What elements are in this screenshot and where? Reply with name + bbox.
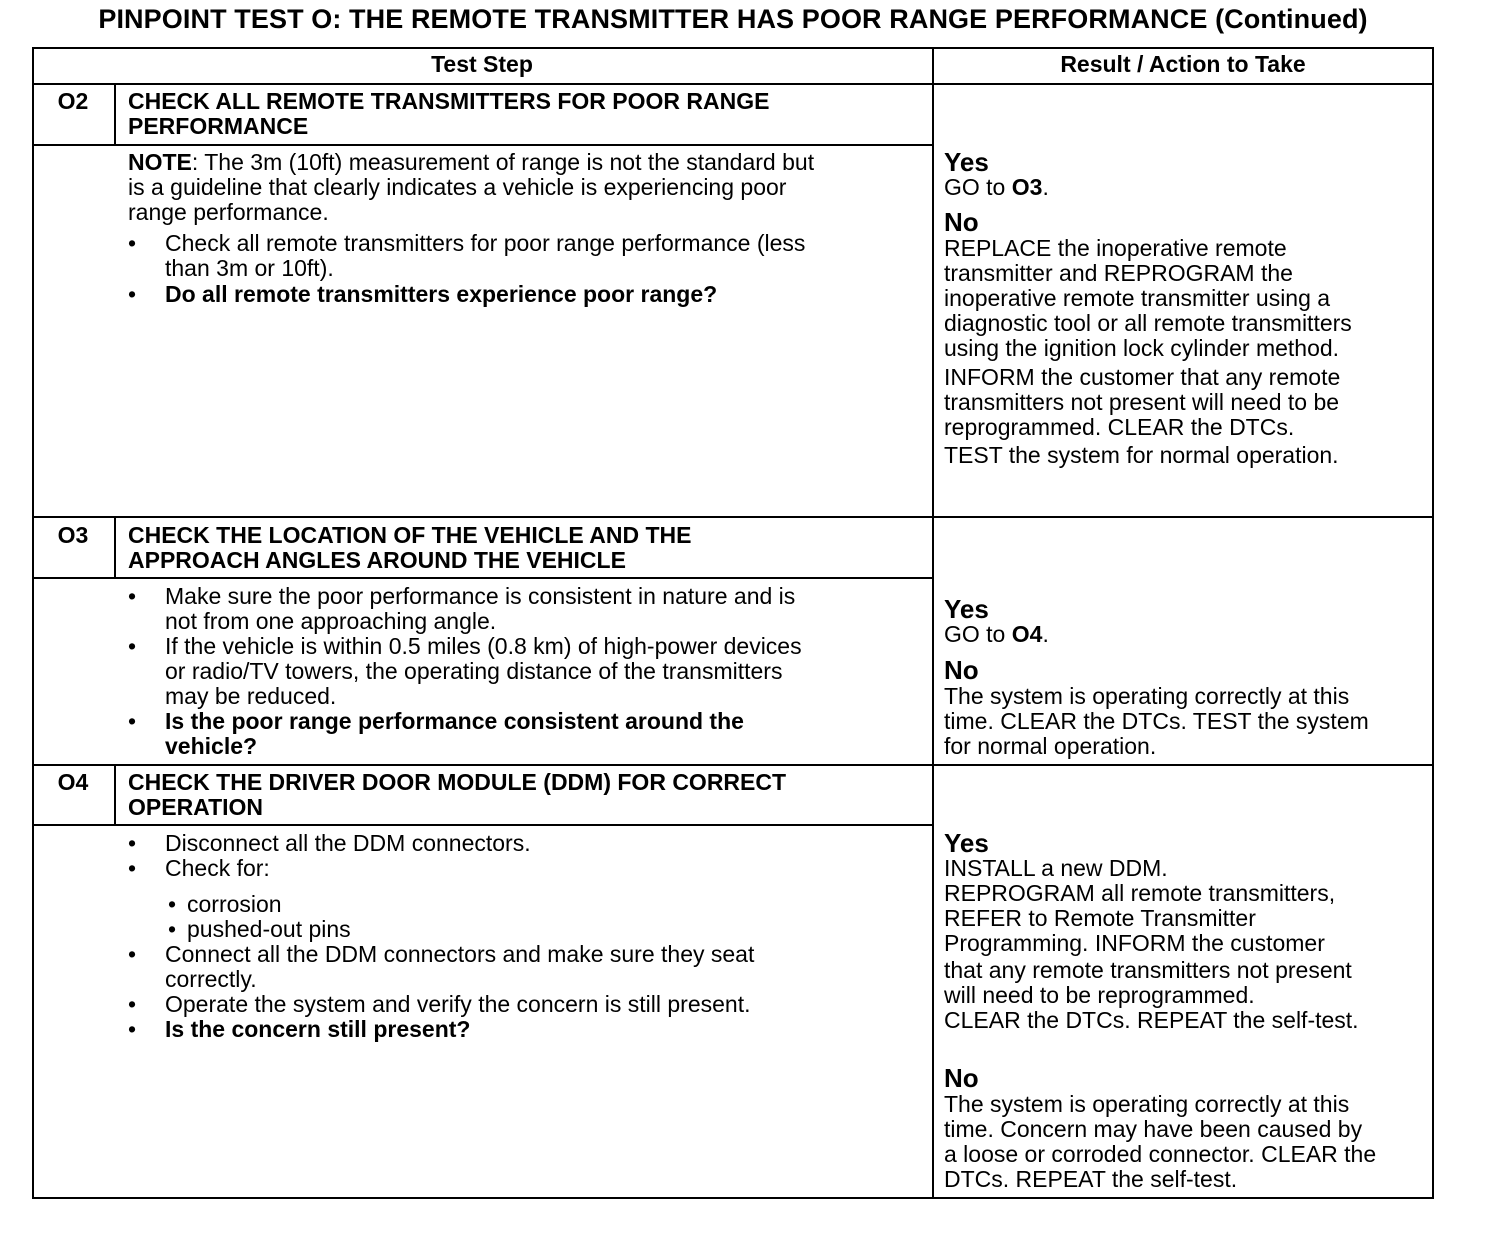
bullet-icon: •: [128, 633, 137, 659]
bullet-icon: •: [128, 281, 137, 307]
bullet-text: Disconnect all the DDM connectors.: [165, 830, 531, 856]
yes-action: [944, 175, 1049, 200]
no-line: transmitters not present will need to be: [944, 389, 1340, 415]
bullet-icon: •: [128, 855, 137, 881]
header-result: Result / Action to Take: [1060, 51, 1306, 77]
no-label: No: [944, 1063, 979, 1093]
bullet-line: than 3m or 10ft).: [165, 255, 334, 281]
step-title-line: CHECK THE LOCATION OF THE VEHICLE AND THE: [128, 522, 692, 548]
step-id: O2: [57, 88, 89, 114]
yes-line: INSTALL a new DDM.: [944, 855, 1168, 881]
note-line-text: : The 3m (10ft) measurement of range is not the standard but: [191, 149, 815, 175]
sub-bullet-text: corrosion: [187, 891, 282, 917]
no-action: [944, 1092, 1376, 1192]
page-title: PINPOINT TEST O: THE REMOTE TRANSMITTER HAS POOR RANGE PERFORMANCE (Continued): [98, 4, 1368, 34]
bullet-text: Operate the system and verify the concern is still present.: [165, 991, 751, 1017]
yes-line: REPROGRAM all remote transmitters,: [944, 880, 1336, 906]
bullet-text: [165, 584, 795, 634]
no-line: using the ignition lock cylinder method.: [944, 335, 1340, 361]
note-line: [128, 150, 814, 175]
header-divider: [32, 83, 1434, 85]
table-border-top: [32, 47, 1434, 49]
bullet-line: Connect all the DDM connectors and make sure they seat: [165, 941, 755, 967]
bullet-text: [165, 942, 754, 992]
yes-label: Yes: [944, 594, 989, 624]
yes-action-suffix: .: [1042, 174, 1049, 200]
o2-id-divider: [114, 83, 116, 145]
no-action: [944, 684, 1369, 759]
step-title: [128, 770, 786, 820]
o2-row-divider: [32, 516, 1434, 518]
column-divider: [932, 47, 934, 1199]
no-line: DTCs. REPEAT the self-test.: [944, 1166, 1238, 1192]
step-title: [128, 89, 769, 139]
note-line: is a guideline that clearly indicates a vehicle is experiencing poor: [128, 174, 787, 200]
yes-line: Programming. INFORM the customer: [944, 930, 1325, 956]
bullet-icon: •: [128, 583, 137, 609]
yes-label: Yes: [944, 828, 989, 858]
step-id: O3: [57, 522, 89, 548]
note-label: NOTE: [128, 149, 192, 175]
no-label: No: [944, 655, 979, 685]
table-border-bottom: [32, 1197, 1434, 1199]
sub-bullet-icon: •: [168, 916, 177, 942]
bullet-text: [165, 231, 805, 281]
no-line: TEST the system for normal operation.: [944, 442, 1339, 468]
bullet-line: correctly.: [165, 966, 257, 992]
bullet-question: Do all remote transmitters experience poor range?: [165, 281, 718, 307]
bullet-icon: •: [128, 941, 137, 967]
bullet-line: Check all remote transmitters for poor range performance (less: [165, 230, 806, 256]
sub-bullet-text: pushed-out pins: [187, 916, 351, 942]
yes-action-text: GO to: [944, 621, 1012, 647]
step-title-line: APPROACH ANGLES AROUND THE VEHICLE: [128, 547, 626, 573]
step-id: O4: [57, 769, 89, 795]
bullet-question: Is the concern still present?: [165, 1016, 471, 1042]
bullet-line: If the vehicle is within 0.5 miles (0.8 km) of high-power devices: [165, 633, 802, 659]
no-action: [944, 236, 1352, 468]
no-line: transmitter and REPROGRAM the: [944, 260, 1293, 286]
yes-action-text: GO to: [944, 174, 1012, 200]
o3-title-divider: [32, 577, 933, 579]
o3-id-divider: [114, 516, 116, 579]
yes-line: will need to be reprogrammed.: [944, 982, 1255, 1008]
bullet-line: or radio/TV towers, the operating distance of the transmitters: [165, 658, 783, 684]
bullet-icon: •: [128, 830, 137, 856]
step-title-line: CHECK THE DRIVER DOOR MODULE (DDM) FOR CORRECT: [128, 769, 787, 795]
pinpoint-test-table: [32, 47, 1434, 1199]
no-line: a loose or corroded connector. CLEAR the: [944, 1141, 1377, 1167]
bullet-text: Check for:: [165, 855, 270, 881]
yes-target: O4: [1011, 621, 1043, 647]
no-line: inoperative remote transmitter using a: [944, 285, 1331, 311]
yes-target: O3: [1011, 174, 1043, 200]
no-line: INFORM the customer that any remote: [944, 364, 1341, 390]
no-line: REPLACE the inoperative remote: [944, 235, 1287, 261]
table-border-right: [1432, 47, 1434, 1199]
o2-title-divider: [32, 144, 933, 146]
no-line: time. Concern may have been caused by: [944, 1116, 1363, 1142]
note-line: range performance.: [128, 199, 329, 225]
no-line: for normal operation.: [944, 733, 1157, 759]
no-line: diagnostic tool or all remote transmitters: [944, 310, 1352, 336]
yes-line: REFER to Remote Transmitter: [944, 905, 1256, 931]
no-line: time. CLEAR the DTCs. TEST the system: [944, 708, 1369, 734]
no-line: reprogrammed. CLEAR the DTCs.: [944, 414, 1295, 440]
bullet-line: vehicle?: [165, 733, 258, 759]
bullet-icon: •: [128, 1016, 137, 1042]
bullet-question: [165, 709, 744, 759]
step-title-line: PERFORMANCE: [128, 113, 309, 139]
sub-bullet-icon: •: [168, 891, 177, 917]
o4-title-divider: [32, 824, 933, 826]
yes-line: that any remote transmitters not present: [944, 957, 1352, 983]
table-border-left: [32, 47, 34, 1199]
bullet-icon: •: [128, 708, 137, 734]
yes-line: CLEAR the DTCs. REPEAT the self-test.: [944, 1007, 1359, 1033]
no-label: No: [944, 207, 979, 237]
o4-id-divider: [114, 764, 116, 826]
bullet-line: Is the poor range performance consistent around the: [165, 708, 744, 734]
step-title-line: OPERATION: [128, 794, 264, 820]
no-line: The system is operating correctly at this: [944, 1091, 1350, 1117]
bullet-icon: •: [128, 991, 137, 1017]
bullet-line: not from one approaching angle.: [165, 608, 497, 634]
header-test-step: Test Step: [431, 51, 533, 77]
bullet-line: may be reduced.: [165, 683, 337, 709]
bullet-text: [165, 634, 802, 709]
yes-action: [944, 622, 1049, 647]
yes-action-suffix: .: [1042, 621, 1049, 647]
no-line: The system is operating correctly at this: [944, 683, 1350, 709]
note-text: [128, 150, 814, 225]
bullet-line: Make sure the poor performance is consistent in nature and is: [165, 583, 796, 609]
yes-action: [944, 856, 1359, 1033]
yes-label: Yes: [944, 147, 989, 177]
bullet-icon: •: [128, 230, 137, 256]
o3-row-divider: [32, 764, 1434, 766]
step-title-line: CHECK ALL REMOTE TRANSMITTERS FOR POOR RANGE: [128, 88, 770, 114]
step-title: [128, 523, 692, 573]
